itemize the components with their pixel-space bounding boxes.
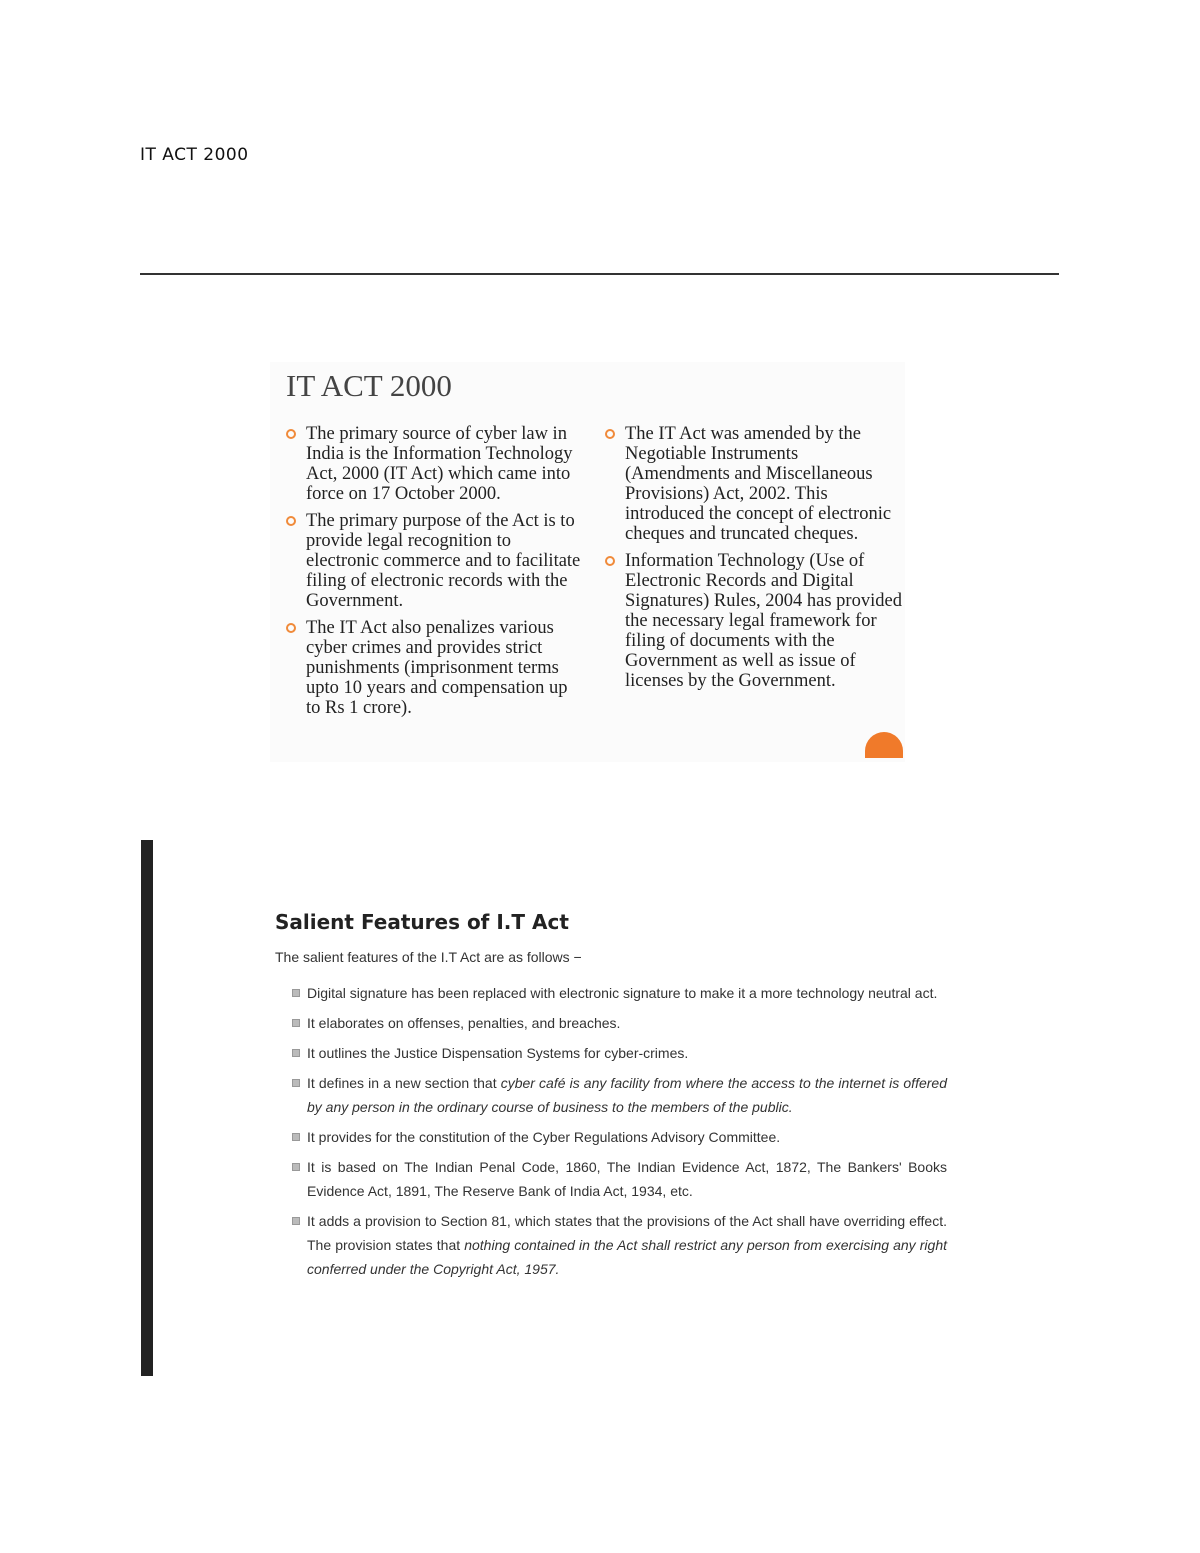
square-bullet-icon [292,1079,300,1087]
ring-bullet-icon [286,429,296,439]
ring-bullet-icon [605,429,615,439]
slide-bullet [284,618,584,718]
square-bullet-icon [292,1133,300,1141]
slide-title: IT ACT 2000 [286,368,452,403]
list-item [290,981,947,1005]
square-bullet-icon [292,1163,300,1171]
ring-bullet-icon [286,516,296,526]
list-item [290,1011,947,1035]
slide-bullet [284,511,584,611]
list-item-text: It adds a provision to Section 81, which states that the provisions of the Act shall have overriding effect. The provision states that [307,1213,947,1253]
feature-list [290,981,947,1287]
slide-bullet-text: Information Technology (Use of Electronic Records and Digital Signatures) Rules, 2004 has provided the necessary legal framework for filing of documents with the Government as well as issue of licenses by the Government. [625,551,902,691]
page-header: IT ACT 2000 [140,145,249,165]
slide-image [270,362,905,762]
square-bullet-icon [292,989,300,997]
slide-bullet-text: The IT Act was amended by the Negotiable Instruments (Amendments and Miscellaneous Provisions) Act, 2002. This introduced the concept of electronic cheques and truncated cheques. [625,424,892,544]
slide-bullet [603,424,903,544]
list-item-text: Digital signature has been replaced with electronic signature to make it a more technology neutral act. [307,985,938,1001]
square-bullet-icon [292,1049,300,1057]
section-intro: The salient features of the I.T Act are as follows − [275,949,582,965]
slide-right-column [603,424,903,698]
slide-bullet-text: The IT Act also penalizes various cyber crimes and provides strict punishments (imprisonment terms upto 10 years and compensation up to Rs 1 crore). [306,618,568,718]
header-divider [140,273,1059,275]
list-item-text: It defines in a new section that [307,1075,501,1091]
slide-bullet-text: The primary source of cyber law in India is the Information Technology Act, 2000 (IT Act) which came into force on 17 October 2000. [306,424,573,504]
square-bullet-icon [292,1217,300,1225]
slide-bullet [603,551,903,691]
slide-bullet-text: The primary purpose of the Act is to provide legal recognition to electronic commerce and to facilitate filing of electronic records with the Government. [306,511,581,611]
left-border-bar [141,840,153,1376]
ring-bullet-icon [605,556,615,566]
slide-bullet [284,424,584,504]
list-item [290,1209,947,1281]
list-item [290,1041,947,1065]
list-item-italic-text: cyber café is any facility from where the access to the internet is offered by any person in the ordinary course of business to the members of the public. [307,1075,947,1115]
list-item-text: It outlines the Justice Dispensation Systems for cyber-crimes. [307,1045,689,1061]
list-item-text: It elaborates on offenses, penalties, and breaches. [307,1015,621,1031]
list-item [290,1125,947,1149]
list-item [290,1071,947,1119]
ring-bullet-icon [286,623,296,633]
section-title: Salient Features of I.T Act [275,910,569,934]
slide-left-column [284,424,584,725]
list-item-italic-text: nothing contained in the Act shall restrict any person from exercising any right conferred under the Copyright Act, 1957. [307,1237,947,1277]
square-bullet-icon [292,1019,300,1027]
list-item [290,1155,947,1203]
list-item-text: It is based on The Indian Penal Code, 1860, The Indian Evidence Act, 1872, The Bankers' Books Evidence Act, 1891, The Reserve Bank of India Act, 1934, etc. [307,1159,947,1199]
list-item-text: It provides for the constitution of the Cyber Regulations Advisory Committee. [307,1129,781,1145]
slide-accent-shape [865,732,903,758]
